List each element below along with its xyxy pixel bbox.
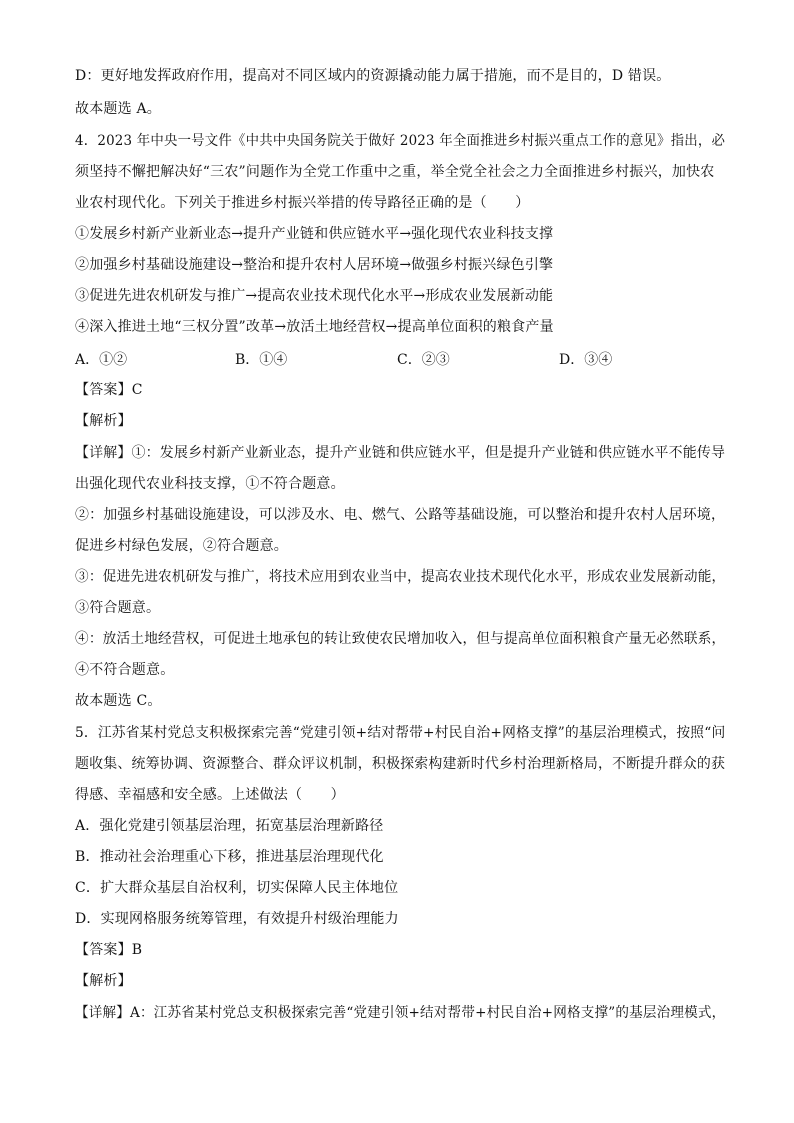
q4-detail-line: ③符合题意。 — [75, 600, 161, 616]
q5-option-a: A．强化党建引领基层治理，拓宽基层治理新路径 — [75, 818, 384, 834]
q4-option-b: B．①④ — [235, 352, 288, 368]
q5-option-b: B．推动社会治理重心下移，推进基层治理现代化 — [75, 849, 384, 865]
q5-stem-line: 5．江苏省某村党总支积极探索完善“党建引领+结对帮带+村民自治+网格支撑”的基层治理模式，按照“问 — [75, 725, 726, 741]
q4-detail-line: 【详解】①：发展乡村新产业新业态，提升产业链和供应链水平，但是提升产业链和供应链水平不能传导 — [75, 445, 726, 461]
q4-detail-line: 出强化现代农业科技支撑，①不符合题意。 — [75, 476, 345, 492]
q4-stem-line: 须坚持不懈把解决好“三农”问题作为全党工作重中之重，举全党全社会之力全面推进乡村振兴，加快农 — [75, 164, 715, 180]
q5-stem-line: 题收集、统筹协调、资源整合、群众评议机制，积极探索构建新时代乡村治理新格局，不断提升群众的获 — [75, 756, 726, 772]
q4-analysis-label: 【解析】 — [75, 413, 132, 429]
q4-conclusion: 故本题选 C。 — [75, 693, 162, 709]
q4-detail-line: ③：促进先进农机研发与推广，将技术应用到农业当中，提高农业技术现代化水平，形成农业发展新动能， — [75, 569, 726, 585]
q4-detail-line: 促进乡村绿色发展，②符合题意。 — [75, 538, 288, 554]
q4-option-d: D．③④ — [559, 352, 613, 368]
q4-stem-line: 业农村现代化。下列关于推进乡村振兴举措的传导路径正确的是（ ） — [75, 195, 530, 211]
q5-option-d: D．实现网格服务统筹管理，有效提升村级治理能力 — [75, 911, 399, 927]
q4-options-row — [75, 349, 725, 367]
q5-answer: 【答案】B — [75, 942, 143, 958]
q5-stem-line: 得感、幸福感和安全感。上述做法（ ） — [75, 787, 345, 803]
q4-item: ①发展乡村新产业新业态→提升产业链和供应链水平→强化现代农业科技支撑 — [75, 226, 554, 242]
q4-answer: 【答案】C — [75, 382, 143, 398]
q5-option-c: C．扩大群众基层自治权利，切实保障人民主体地位 — [75, 880, 399, 896]
q4-option-c: C．②③ — [397, 352, 450, 368]
q4-detail-line: ④：放活土地经营权，可促进土地承包的转让致使农民增加收入，但与提高单位面积粮食产量无必然联系， — [75, 631, 726, 647]
q3-conclusion: 故本题选 A。 — [75, 101, 161, 117]
q5-detail-line: 【详解】A：江苏省某村党总支积极探索完善“党建引领+结对帮带+村民自治+网格支撑”的基层治理模式， — [75, 1005, 726, 1021]
q4-option-a: A．①② — [75, 352, 128, 368]
q4-item: ③促进先进农机研发与推广→提高农业技术现代化水平→形成农业发展新动能 — [75, 288, 554, 304]
q4-detail-line: ②：加强乡村基础设施建设，可以涉及水、电、燃气、公路等基础设施，可以整治和提升农村人居环境， — [75, 507, 726, 523]
q5-analysis-label: 【解析】 — [75, 973, 132, 989]
q4-item: ④深入推进土地“三权分置”改革→放活土地经营权→提高单位面积的粮食产量 — [75, 319, 554, 335]
q4-item: ②加强乡村基础设施建设→整治和提升农村人居环境→做强乡村振兴绿色引擎 — [75, 257, 554, 273]
q3-option-d-explanation: D：更好地发挥政府作用，提高对不同区域内的资源撬动能力属于措施，而不是目的，D 错误。 — [75, 68, 671, 84]
q4-detail-line: ④不符合题意。 — [75, 662, 175, 678]
q4-stem-line: 4．2023 年中央一号文件《中共中央国务院关于做好 2023 年全面推进乡村振兴重点工作的意见》指出，必 — [75, 133, 726, 149]
